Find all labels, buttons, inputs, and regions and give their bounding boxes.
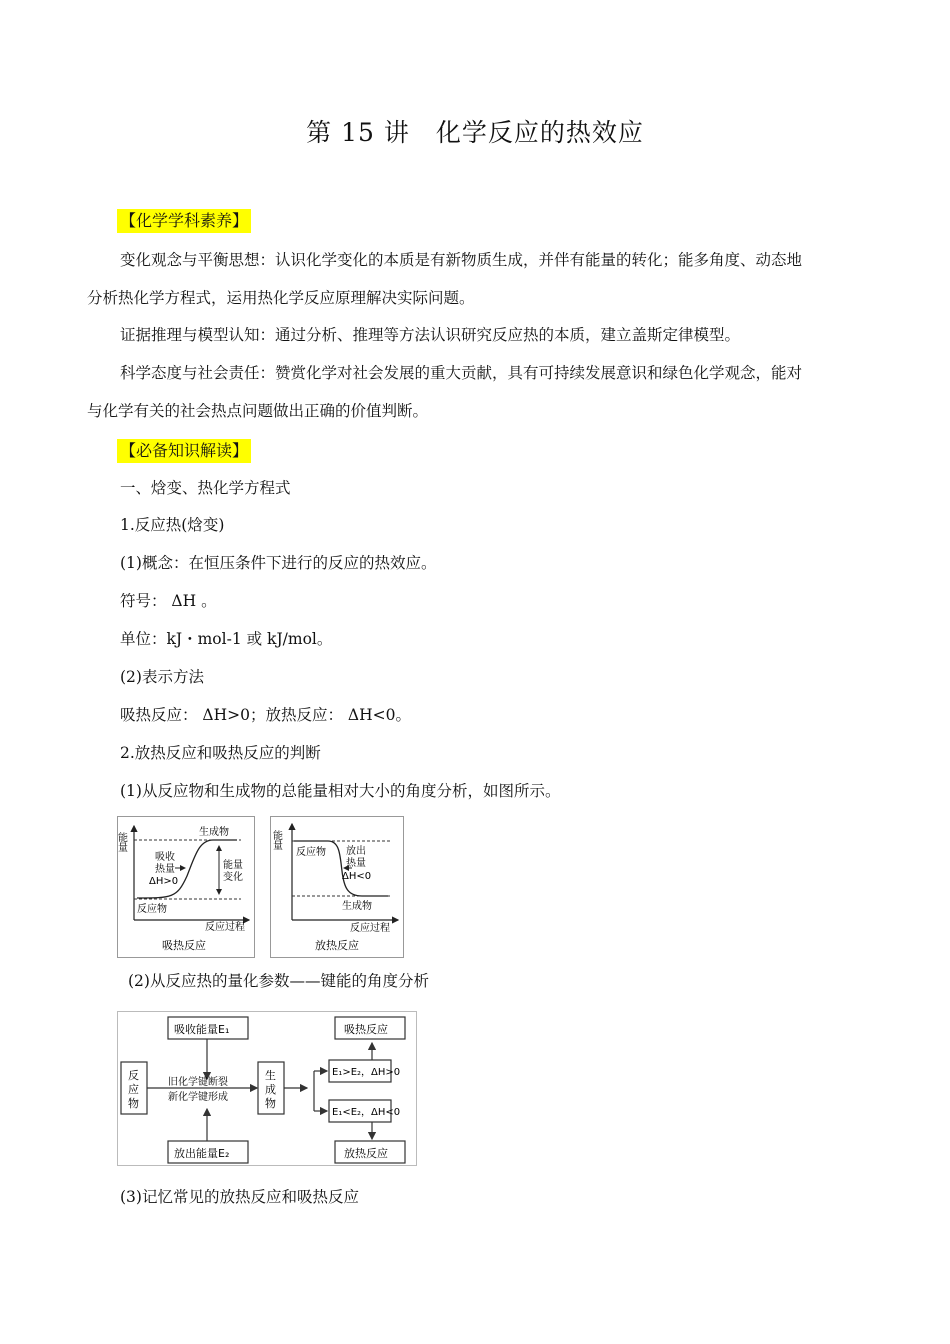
bond-energy-flow-diagram	[117, 1011, 417, 1170]
product-char-1: 生	[265, 1069, 276, 1082]
endothermic-result: 吸热反应	[344, 1023, 388, 1036]
x-axis-label: 反应过程	[205, 922, 245, 933]
product-char-3: 物	[265, 1097, 276, 1110]
release-label-2: 热量	[346, 858, 366, 869]
exothermic-energy-diagram	[270, 816, 404, 962]
paragraph-line: 分析热化学方程式，运用热化学反应原理解决实际问题。	[87, 289, 475, 307]
y-axis-label: 能量	[270, 830, 282, 850]
page-title: 第 15 讲 化学反应的热效应	[306, 118, 644, 147]
symbol-line: 符号： ΔH 。	[120, 592, 217, 610]
release-label-1: 放出	[346, 846, 366, 857]
heading-enthalpy: 一、焓变、热化学方程式	[120, 479, 291, 497]
section-tag-knowledge: 【必备知识解读】	[117, 439, 251, 463]
absorb-label-1: 吸收	[155, 852, 175, 863]
diagram-caption: 放热反应	[315, 939, 359, 952]
subheading-reaction-heat: 1.反应热(焓变)	[120, 516, 225, 534]
subheading-judgement: 2.放热反应和吸热反应的判断	[120, 744, 321, 762]
energy-change-label-2: 变化	[223, 872, 243, 883]
condition-endothermic: E₁>E₂，ΔH>0	[332, 1067, 401, 1078]
judge-line-3: (3)记忆常见的放热反应和吸热反应	[120, 1188, 359, 1206]
product-char-2: 成	[265, 1083, 276, 1096]
judge-line-2: (2)从反应热的量化参数——键能的角度分析	[128, 972, 429, 990]
unit-line: 单位：kJ・mol-1 或 kJ/mol。	[120, 630, 333, 648]
paragraph-line: 科学态度与社会责任：赞赏化学对社会发展的重大贡献，具有可持续发展意识和绿色化学观念，能对	[120, 364, 803, 382]
signs-line: 吸热反应： ΔH>0；放热反应： ΔH<0。	[120, 706, 411, 724]
product-label: 生成物	[199, 827, 229, 838]
judge-line-1: (1)从反应物和生成物的总能量相对大小的角度分析，如图所示。	[120, 782, 561, 800]
reactant-char-3: 物	[128, 1097, 139, 1110]
absorb-energy-label: 吸收能量E₁	[174, 1023, 230, 1036]
exothermic-result: 放热反应	[344, 1147, 388, 1160]
diagram-caption: 吸热反应	[162, 939, 206, 952]
paragraph-line: 与化学有关的社会热点问题做出正确的价值判断。	[87, 402, 429, 420]
reactant-label: 反应物	[137, 904, 167, 915]
product-label: 生成物	[342, 901, 372, 912]
energy-change-label-1: 能量	[223, 860, 243, 871]
delta-h-label: ΔH<0	[342, 871, 372, 882]
absorb-label-2: 热量	[155, 864, 175, 875]
y-axis-label: 能量	[115, 832, 127, 852]
endothermic-energy-diagram	[117, 816, 255, 962]
condition-exothermic: E₁<E₂，ΔH<0	[332, 1107, 401, 1118]
bond-break-label: 旧化学键断裂	[168, 1077, 228, 1088]
release-energy-label: 放出能量E₂	[174, 1147, 230, 1160]
bond-form-label: 新化学键形成	[168, 1092, 228, 1103]
concept-line: (1)概念：在恒压条件下进行的反应的热效应。	[120, 554, 437, 572]
reactant-label: 反应物	[296, 847, 326, 858]
x-axis-label: 反应过程	[350, 923, 390, 934]
notation-line: (2)表示方法	[120, 668, 204, 686]
reactant-char-2: 应	[128, 1083, 139, 1096]
delta-h-label: ΔH>0	[149, 876, 179, 887]
paragraph-line: 证据推理与模型认知：通过分析、推理等方法认识研究反应热的本质，建立盖斯定律模型。	[120, 326, 741, 344]
reactant-char-1: 反	[128, 1069, 139, 1082]
paragraph-line: 变化观念与平衡思想：认识化学变化的本质是有新物质生成，并伴有能量的转化；能多角度、动态地	[120, 251, 803, 269]
section-tag-core-literacy: 【化学学科素养】	[117, 209, 251, 233]
